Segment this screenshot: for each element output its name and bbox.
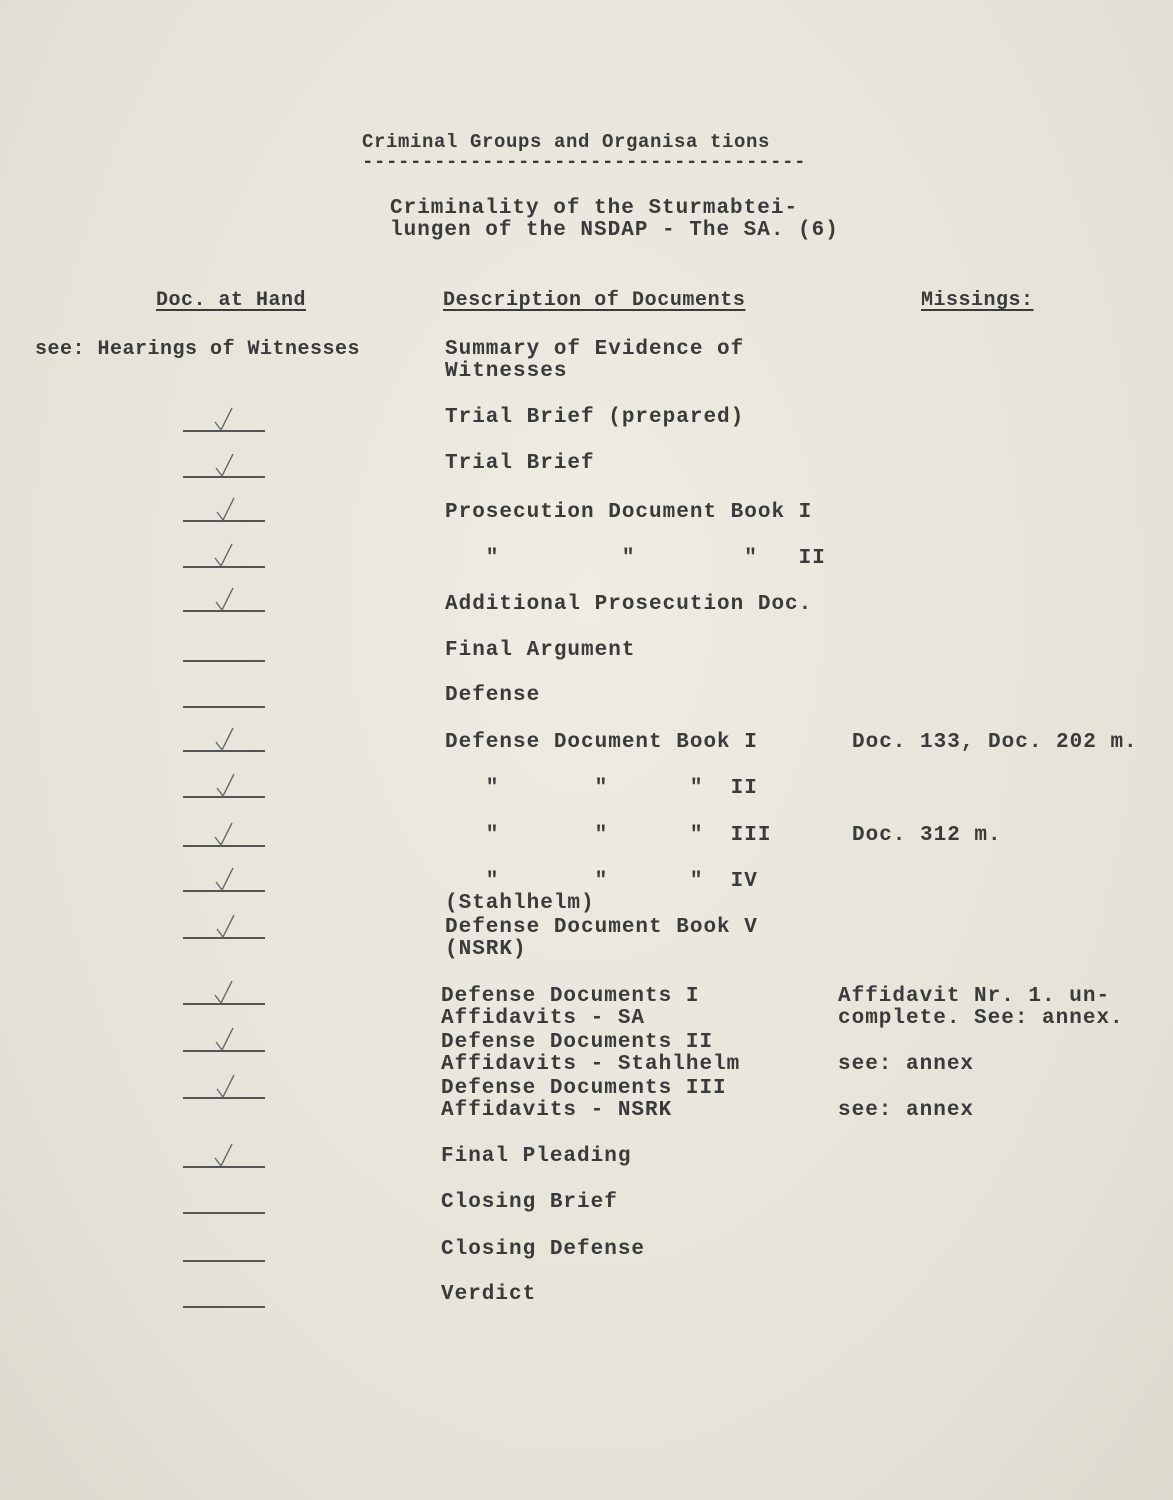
- check-mark-icon: [214, 496, 238, 522]
- see-hearings-of-witnesses: see: Hearings of Witnesses: [35, 338, 361, 361]
- check-mark-icon: [212, 1142, 236, 1168]
- document-description: Prosecution Document Book I: [445, 501, 813, 524]
- doc-at-hand-blank: [183, 1260, 265, 1262]
- check-mark-icon: [213, 586, 237, 612]
- missing-note: Doc. 312 m.: [852, 824, 1002, 847]
- check-mark-icon: [213, 726, 237, 752]
- check-mark-icon: [214, 1073, 238, 1099]
- check-mark-icon: [212, 979, 236, 1005]
- document-description: Final Pleading: [441, 1145, 632, 1168]
- check-mark-icon: [214, 913, 238, 939]
- document-description: Verdict: [441, 1283, 537, 1306]
- document-description: " " " II: [445, 547, 826, 570]
- doc-at-hand-blank: [183, 706, 265, 708]
- document-description: Defense Documents I Affidavits - SA: [441, 985, 700, 1030]
- document-description: Final Argument: [445, 639, 636, 662]
- missing-note: see: annex: [838, 1099, 975, 1122]
- column-header-description: Description of Documents: [443, 289, 746, 312]
- missing-note: Doc. 133, Doc. 202 m.: [852, 731, 1138, 754]
- document-description: Defense Document Book V (NSRK): [445, 916, 758, 961]
- title-rule: -------------------------------------: [362, 151, 807, 173]
- document-description: Trial Brief (prepared): [445, 406, 745, 429]
- check-mark-icon: [213, 452, 237, 478]
- document-description: " " " II: [445, 777, 758, 800]
- doc-at-hand-blank: [183, 1212, 265, 1214]
- document-description: Closing Brief: [441, 1191, 618, 1214]
- doc-at-hand-blank: [183, 1306, 265, 1308]
- document-description: Defense Documents II Affidavits - Stahlhelm: [441, 1031, 741, 1076]
- missing-note: see: annex: [838, 1053, 975, 1076]
- document-description: " " " III: [445, 824, 772, 847]
- document-title: Criminal Groups and Organisa tions: [362, 131, 771, 153]
- check-mark-icon: [213, 1026, 237, 1052]
- doc-at-hand-blank: [183, 660, 265, 662]
- check-mark-icon: [214, 772, 238, 798]
- check-mark-icon: [212, 406, 236, 432]
- check-mark-icon: [212, 821, 236, 847]
- document-description: Defense Documents III Affidavits - NSRK: [441, 1077, 727, 1122]
- column-header-doc-at-hand: Doc. at Hand: [156, 289, 307, 312]
- subtitle-line-2: lungen of the NSDAP - The SA. (6): [390, 219, 839, 242]
- document-description: Trial Brief: [445, 452, 595, 475]
- document-description: Closing Defense: [441, 1238, 646, 1261]
- column-header-missings: Missings:: [921, 289, 1034, 312]
- document-description: Additional Prosecution Doc.: [445, 593, 813, 616]
- missing-note: Affidavit Nr. 1. un- complete. See: annex.: [838, 985, 1124, 1030]
- document-description: " " " IV (Stahlhelm): [445, 870, 758, 915]
- check-mark-icon: [212, 542, 236, 568]
- check-mark-icon: [213, 866, 237, 892]
- summary-of-evidence: Summary of Evidence of Witnesses: [445, 338, 745, 383]
- document-description: Defense Document Book I: [445, 731, 758, 754]
- subtitle-line-1: Criminality of the Sturmabtei-: [390, 197, 799, 220]
- document-description: Defense: [445, 684, 541, 707]
